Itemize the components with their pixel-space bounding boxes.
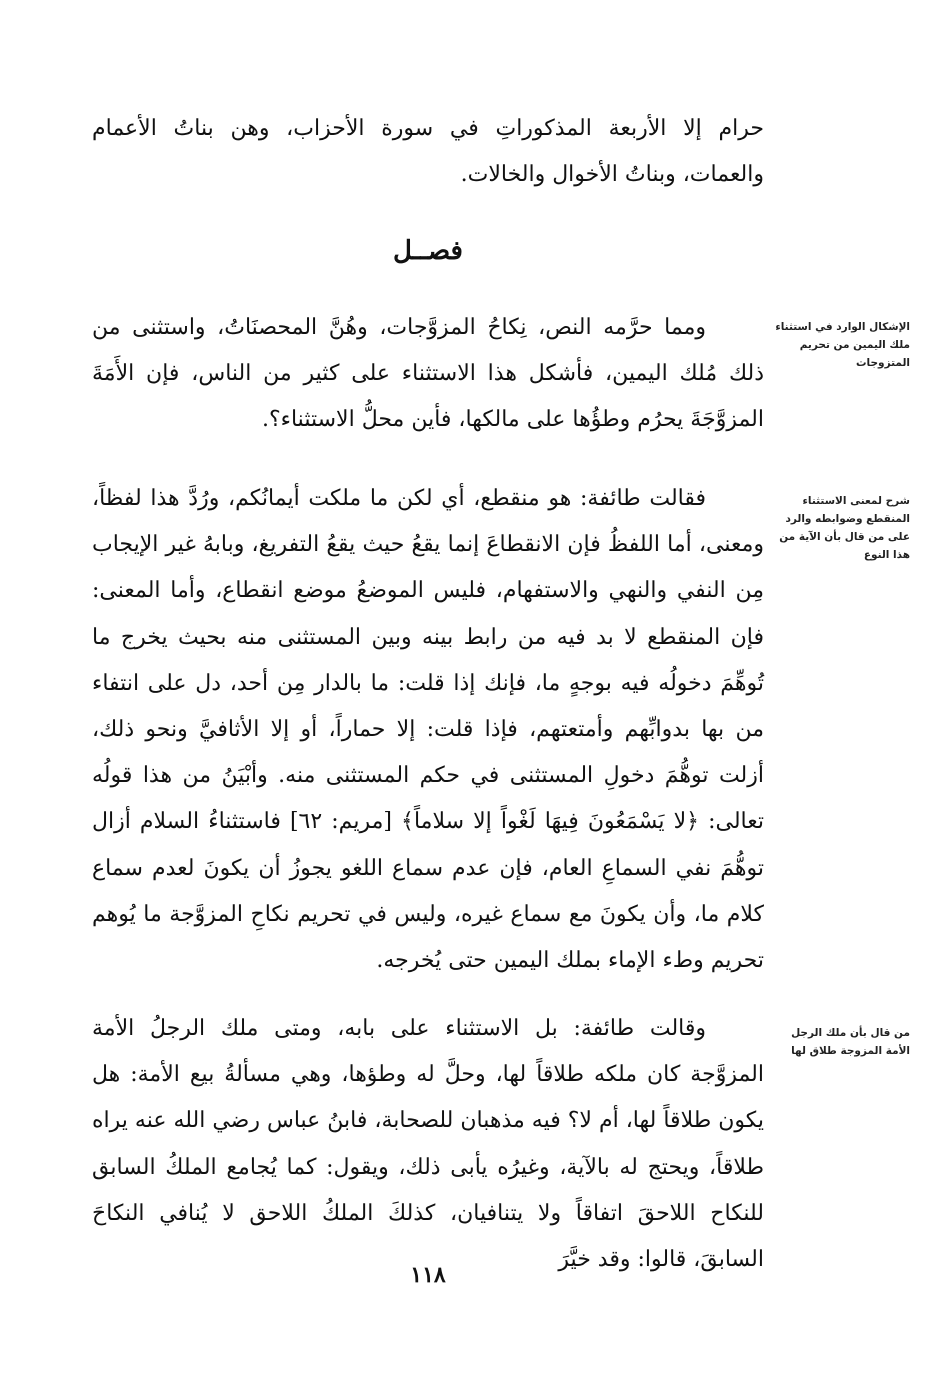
margin-note-2: شرح لمعنى الاستثناء المنقطع وضوابطه والرد على من قال بأن الآية من هذا النوع: [779, 495, 910, 561]
section-paragraph-3: وقالت طائفة: بل الاستثناء على بابه، ومتى ملك الرجلُ الأمة المزوَّجة كان ملكه طلاقاً لها، وحلَّ له وطؤها، وهي مسألةُ بيع الأمة: هل يكون طلاقاً لها، أم لا؟ فيه مذهبان للصحابة، فابنُ عباس رضي الله عنه يراه طلاقاً، ويحتج له بالآية، وغيرُه يأبى ذلك، ويقول: كما يُجامع الملكُ السابق للنكاح اللاحقَ اتفاقاً ولا يتنافيان، كذلكَ الملكُ اللاحق لا يُنافي النكاحَ السابقَ، قالوا: وقد خيَّرَ: [92, 1016, 764, 1273]
page-number: ١١٨: [410, 1262, 446, 1288]
section-paragraph-2: فقالت طائفة: هو منقطع، أي لكن ما ملكت أيمانُكم، ورُدَّ هذا لفظاً، ومعنى، أما اللفظُ فإن الانقطاعَ إنما يقعُ حيث يقعُ التفريغ، وبابهُ غير الإيجاب مِن النفي والنهي والاستفهام، فليس الموضعُ موضع انقطاع، وأما المعنى: فإن المنقطع لا بد فيه من رابط بينه وبين المستثنى منه بحيث يخرج ما تُوهِّمَ دخولُه فيه بوجهٍ ما، فإنك إذا قلت: ما بالدار مِن أحد، دل على انتفاء من بها بدوابِّهم وأمتعتهم، فإذا قلت: إلا حماراً، أو إلا الأثافيَّ ونحو ذلك، أزلت توهُّمَ دخولِ المستثنى في حكم المستثنى منه. وأبْيَنُ من هذا قولُه تعالى: ﴿لا يَسْمَعُونَ فِيهَا لَغْواً إلا سلاماً﴾ [مريم: ٦٢] فاستثناءُ السلام أزال توهُّمَ نفي السماعِ العام، فإن عدم سماع اللغو يجوزُ أن يكونَ لعدم سماع كلام ما، وأن يكونَ مع سماع غيره، وليس في تحريم نكاحِ المزوَّجة ما يُوهم تحريم وطء الإماء بملك اليمين حتى يُخرجه.: [92, 486, 764, 974]
margin-note-3: من قال بأن ملك الرجل الأمة المزوجة طلاق لها: [791, 1027, 910, 1057]
intro-paragraph: حرام إلا الأربعة المذكوراتِ في سورة الأحزاب، وهن بناتُ الأعمام والعمات، وبناتُ الأخوال والخالات.: [92, 116, 764, 188]
section-paragraph-1: ومما حرَّمه النص، نِكاحُ المزوَّجات، وهُنَّ المحصنَاتُ، واستثنى من ذلك مُلك اليمين، فأشكل هذا الاستثناء على كثير من الناس، فإن الأَمَةَ المزوَّجَةَ يحرُم وطؤُها على مالكها، فأين محلُّ الاستثناء؟.: [92, 315, 764, 433]
margin-note-1: الإشكال الوارد في استثناء ملك اليمين من تحريم المتزوجات: [775, 321, 910, 369]
section-heading: فصــل: [393, 236, 463, 266]
